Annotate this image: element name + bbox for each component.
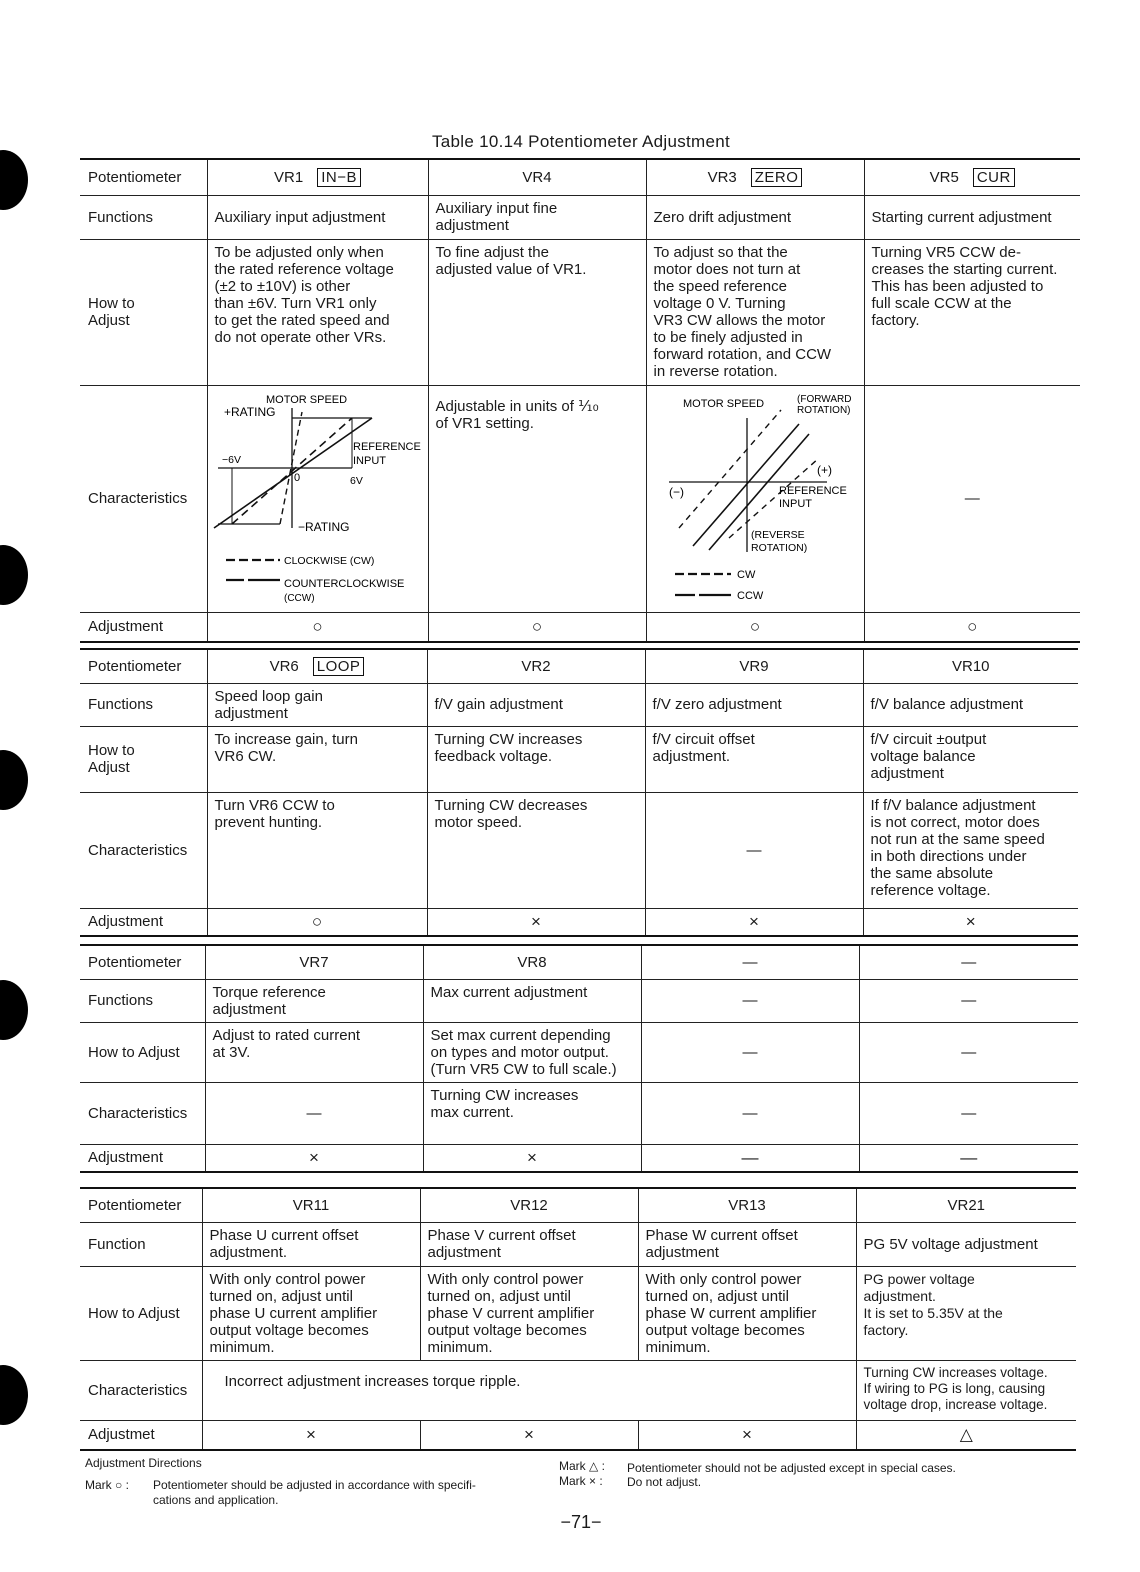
function-vr2: f/V gain adjustment bbox=[427, 683, 645, 726]
row-label-function: Function bbox=[80, 1222, 202, 1266]
adjust-mark-vr3: ○ bbox=[646, 612, 864, 642]
pot-vr8: VR8 bbox=[423, 945, 641, 979]
how-vr6: To increase gain, turn VR6 CW. bbox=[207, 726, 427, 792]
g3-legend-cw: CW bbox=[736, 568, 755, 581]
characteristics-vr11-vr13: Incorrect adjustment increases torque ripple. bbox=[202, 1360, 856, 1420]
adjust-mark-vr21: △ bbox=[856, 1420, 1076, 1450]
row-label-adjustment: Adjustment bbox=[80, 612, 207, 642]
adjust-mark-vr5: ○ bbox=[864, 612, 1080, 642]
how-vr5: Turning VR5 CCW de- creases the starting current. This has been adjusted to full scale CCW at the factory. bbox=[864, 239, 1080, 385]
adjust-mark-vr4: ○ bbox=[428, 612, 646, 642]
g3-minus-label: (−) bbox=[668, 484, 684, 499]
how-vr21: PG power voltage adjustment. It is set to 5.35V at the factory. bbox=[856, 1266, 1076, 1360]
adjust-mark-vr1: ○ bbox=[207, 612, 428, 642]
row-label-characteristics: Characteristics bbox=[80, 1082, 205, 1144]
characteristics-vr3 bbox=[646, 385, 864, 612]
vr3-zero-drift-graph bbox=[649, 388, 863, 606]
how-vr7: Adjust to rated current at 3V. bbox=[205, 1022, 423, 1082]
g1-legend-ccw: COUNTERCLOCKWISE bbox=[283, 577, 404, 590]
function-vr5: Starting current adjustment bbox=[864, 195, 1080, 239]
function-vr12: Phase V current offset adjustment bbox=[420, 1222, 638, 1266]
how-empty: — bbox=[859, 1022, 1078, 1082]
g1-minus-rating-label: −RATING bbox=[297, 519, 349, 534]
tag-in-b: IN−B bbox=[317, 168, 361, 187]
function-vr11: Phase U current offset adjustment. bbox=[202, 1222, 420, 1266]
g3-forward-label: (FORWARD bbox=[796, 393, 851, 405]
adjust-mark-vr8: × bbox=[423, 1144, 641, 1172]
table-title: Table 10.14 Potentiometer Adjustment bbox=[431, 132, 731, 151]
adjust-mark-vr13: × bbox=[638, 1420, 856, 1450]
function-empty: — bbox=[641, 979, 859, 1022]
g3-input-label: INPUT bbox=[778, 497, 812, 510]
how-vr11: With only control power turned on, adjust until phase U current amplifier output voltage becomes minimum. bbox=[202, 1266, 420, 1360]
row-label-potentiometer: Potentiometer bbox=[80, 945, 205, 979]
function-vr8: Max current adjustment bbox=[423, 979, 641, 1022]
adjust-mark-vr7: × bbox=[205, 1144, 423, 1172]
row-label-adjustment: Adjustment bbox=[80, 1144, 205, 1172]
legend-circle-mark: Mark ○ : bbox=[85, 1478, 129, 1492]
page-number: −71− bbox=[560, 1512, 602, 1532]
pot-vr11: VR11 bbox=[202, 1188, 420, 1222]
characteristics-empty: — bbox=[641, 1082, 859, 1144]
characteristics-empty: — bbox=[859, 1082, 1078, 1144]
row-label-functions: Functions bbox=[80, 195, 207, 239]
legend-x-text: Do not adjust. bbox=[627, 1475, 702, 1489]
how-empty: — bbox=[641, 1022, 859, 1082]
pot-vr3: VR3 ZERO bbox=[646, 159, 864, 195]
adjust-mark-vr12: × bbox=[420, 1420, 638, 1450]
how-vr1: To be adjusted only when the rated reference voltage (±2 to ±10V) is other than ±6V. Turn VR1 only to get the rated speed and do not operate other VRs. bbox=[207, 239, 428, 385]
characteristics-vr10: If f/V balance adjustment is not correct, motor does not run at the same speed in both directions under the same absolute reference voltage. bbox=[863, 792, 1078, 908]
row-label-functions: Functions bbox=[80, 683, 207, 726]
pot-vr10: VR10 bbox=[863, 649, 1078, 683]
legend-triangle-mark: Mark △ : bbox=[559, 1459, 605, 1473]
how-vr9: f/V circuit offset adjustment. bbox=[645, 726, 863, 792]
row-label-how-to-adjust: How to Adjust bbox=[80, 1266, 202, 1360]
g1-input-label: INPUT bbox=[352, 454, 386, 467]
row-label-potentiometer: Potentiometer bbox=[80, 159, 207, 195]
characteristics-vr8: Turning CW increases max current. bbox=[423, 1082, 641, 1144]
tag-zero: ZERO bbox=[751, 168, 803, 187]
pot-vr6: VR6 LOOP bbox=[207, 649, 427, 683]
function-vr4: Auxiliary input fine adjustment bbox=[428, 195, 646, 239]
g1-legend-ccw-abbr: (CCW) bbox=[283, 592, 315, 604]
row-label-functions: Functions bbox=[80, 979, 205, 1022]
adjust-mark-vr9: × bbox=[645, 908, 863, 936]
g1-plus6-label: 6V bbox=[349, 474, 363, 487]
function-vr13: Phase W current offset adjustment bbox=[638, 1222, 856, 1266]
function-vr7: Torque reference adjustment bbox=[205, 979, 423, 1022]
g1-legend-cw: CLOCKWISE (CW) bbox=[283, 554, 374, 567]
pot-vr1: VR1 IN−B bbox=[207, 159, 428, 195]
g3-plus-label: (+) bbox=[816, 462, 832, 477]
function-vr10: f/V balance adjustment bbox=[863, 683, 1078, 726]
g1-zero-label: 0 bbox=[293, 471, 300, 484]
binder-hole bbox=[0, 1365, 28, 1425]
pot-vr4: VR4 bbox=[428, 159, 646, 195]
binder-hole bbox=[0, 545, 28, 605]
g1-motor-speed-label: MOTOR SPEED bbox=[265, 393, 347, 406]
characteristics-vr21: Turning CW increases voltage. If wiring to PG is long, causing voltage drop, increase voltage. bbox=[856, 1360, 1076, 1420]
pot-empty: — bbox=[641, 945, 859, 979]
pot-vr13: VR13 bbox=[638, 1188, 856, 1222]
table-vr11-vr21 bbox=[80, 1187, 1076, 1451]
function-empty: — bbox=[859, 979, 1078, 1022]
function-vr6: Speed loop gain adjustment bbox=[207, 683, 427, 726]
legend-circle-text: Potentiometer should be adjusted in accordance with specifi- cations and application. bbox=[153, 1478, 476, 1507]
characteristics-vr5: — bbox=[864, 385, 1080, 612]
row-label-characteristics: Characteristics bbox=[80, 792, 207, 908]
g3-legend-ccw: CCW bbox=[736, 589, 763, 602]
how-vr3: To adjust so that the motor does not turn at the speed reference voltage 0 V. Turning VR3 CW allows the motor to be finely adjusted in forward rotation, and CCW in reverse rotation. bbox=[646, 239, 864, 385]
adjust-mark-empty: — bbox=[641, 1144, 859, 1172]
function-vr3: Zero drift adjustment bbox=[646, 195, 864, 239]
legend-triangle-text: Potentiometer should not be adjusted except in special cases. bbox=[627, 1461, 956, 1475]
table-vr6-vr10 bbox=[80, 648, 1078, 937]
characteristics-vr9: — bbox=[645, 792, 863, 908]
g3-rotation-label: ROTATION) bbox=[796, 404, 851, 416]
pot-vr21: VR21 bbox=[856, 1188, 1076, 1222]
characteristics-vr7: — bbox=[205, 1082, 423, 1144]
row-label-how-to-adjust: How to Adjust bbox=[80, 1022, 205, 1082]
characteristics-vr2: Turning CW decreases motor speed. bbox=[427, 792, 645, 908]
how-vr10: f/V circuit ±output voltage balance adjustment bbox=[863, 726, 1078, 792]
table-vr7-vr8 bbox=[80, 944, 1078, 1173]
pot-vr12: VR12 bbox=[420, 1188, 638, 1222]
characteristics-vr1 bbox=[207, 385, 428, 612]
how-vr13: With only control power turned on, adjust until phase W current amplifier output voltage becomes minimum. bbox=[638, 1266, 856, 1360]
legend-x-mark: Mark × : bbox=[559, 1474, 603, 1488]
how-vr12: With only control power turned on, adjust until phase V current amplifier output voltage becomes minimum. bbox=[420, 1266, 638, 1360]
function-vr9: f/V zero adjustment bbox=[645, 683, 863, 726]
row-label-potentiometer: Potentiometer bbox=[80, 1188, 202, 1222]
pot-empty: — bbox=[859, 945, 1078, 979]
adjust-mark-vr11: × bbox=[202, 1420, 420, 1450]
tag-loop: LOOP bbox=[313, 657, 365, 676]
g1-plus-rating-label: +RATING bbox=[223, 404, 275, 419]
characteristics-vr6: Turn VR6 CCW to prevent hunting. bbox=[207, 792, 427, 908]
row-label-characteristics: Characteristics bbox=[80, 385, 207, 612]
adjust-mark-vr10: × bbox=[863, 908, 1078, 936]
row-label-potentiometer: Potentiometer bbox=[80, 649, 207, 683]
binder-hole bbox=[0, 980, 28, 1040]
adjust-mark-vr6: ○ bbox=[207, 908, 427, 936]
g3-motor-speed-label: MOTOR SPEED bbox=[682, 397, 764, 410]
binder-hole bbox=[0, 750, 28, 810]
g3-reference-label: REFERENCE bbox=[778, 484, 847, 497]
how-vr8: Set max current depending on types and motor output. (Turn VR5 CW to full scale.) bbox=[423, 1022, 641, 1082]
characteristics-vr4: Adjustable in units of ⅒ of VR1 setting. bbox=[428, 385, 646, 612]
tag-cur: CUR bbox=[973, 168, 1015, 187]
legend-heading: Adjustment Directions bbox=[85, 1456, 202, 1470]
pot-vr7: VR7 bbox=[205, 945, 423, 979]
function-vr21: PG 5V voltage adjustment bbox=[856, 1222, 1076, 1266]
row-label-adjustment: Adjustment bbox=[80, 908, 207, 936]
pot-vr2: VR2 bbox=[427, 649, 645, 683]
g3-reverse-label: (REVERSE bbox=[750, 528, 805, 541]
how-vr2: Turning CW increases feedback voltage. bbox=[427, 726, 645, 792]
vr1-speed-reference-graph bbox=[210, 388, 426, 606]
row-label-characteristics: Characteristics bbox=[80, 1360, 202, 1420]
pot-vr9: VR9 bbox=[645, 649, 863, 683]
binder-hole bbox=[0, 150, 28, 210]
row-label-adjustment: Adjustmet bbox=[80, 1420, 202, 1450]
table-vr1-vr5 bbox=[80, 158, 1080, 643]
adjust-mark-empty: — bbox=[859, 1144, 1078, 1172]
pot-vr5: VR5 CUR bbox=[864, 159, 1080, 195]
g1-reference-label: REFERENCE bbox=[352, 440, 421, 453]
g3-reverse-rotation-label: ROTATION) bbox=[750, 541, 807, 554]
how-vr4: To fine adjust the adjusted value of VR1. bbox=[428, 239, 646, 385]
g1-minus6-label: −6V bbox=[221, 453, 241, 466]
function-vr1: Auxiliary input adjustment bbox=[207, 195, 428, 239]
adjust-mark-vr2: × bbox=[427, 908, 645, 936]
row-label-how-to-adjust: How to Adjust bbox=[80, 239, 207, 385]
row-label-how-to-adjust: How to Adjust bbox=[80, 726, 207, 792]
